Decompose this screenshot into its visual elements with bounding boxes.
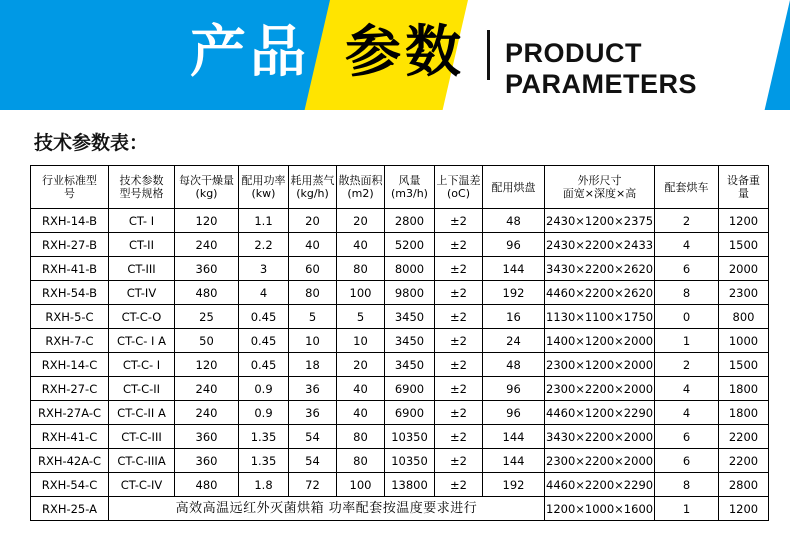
section-title: 技术参数表： (34, 132, 149, 154)
cell-heat-area: 20 (337, 353, 385, 377)
cell-standard-model: RXH-7-C (31, 329, 109, 353)
cell-carts: 6 (655, 425, 719, 449)
banner-title-en: PRODUCT PARAMETERS (505, 38, 698, 99)
header-line-1: 上下温差 (436, 174, 481, 187)
cell-steam: 54 (289, 425, 337, 449)
cell-dimensions: 1400×1200×2000 (545, 329, 655, 353)
cell-temp-diff: ±2 (435, 449, 483, 473)
header-line-1: 风量 (398, 174, 421, 187)
cell-air-volume: 9800 (385, 281, 435, 305)
table-header-row (31, 166, 769, 209)
cell-weight: 800 (719, 305, 769, 329)
header-line-1: 配用功率 (241, 174, 286, 187)
cell-heat-area: 40 (337, 377, 385, 401)
cell-steam: 80 (289, 281, 337, 305)
cell-trays: 16 (483, 305, 545, 329)
header-line-1: 散热面积 (338, 174, 383, 187)
cell-drying-capacity: 480 (175, 281, 239, 305)
table-row (31, 449, 769, 473)
table-row (31, 401, 769, 425)
cell-air-volume: 3450 (385, 353, 435, 377)
cell-dimensions: 2430×2200×2433 (545, 233, 655, 257)
table-head (31, 166, 769, 209)
cell-temp-diff: ±2 (435, 401, 483, 425)
cell-steam: 20 (289, 209, 337, 233)
cell-weight: 2800 (719, 473, 769, 497)
header-line-2: 型号规格 (119, 187, 164, 200)
cell-trays: 144 (483, 449, 545, 473)
cell-power: 1.35 (239, 449, 289, 473)
table-row (31, 329, 769, 353)
header-line-1: 每次干燥量 (179, 174, 234, 187)
header-line-1: 设备重 (727, 174, 760, 187)
cell-steam: 60 (289, 257, 337, 281)
column-header-power (239, 166, 289, 209)
cell-power: 0.45 (239, 353, 289, 377)
table-row (31, 353, 769, 377)
cell-carts: 0 (655, 305, 719, 329)
cell-heat-area: 40 (337, 233, 385, 257)
header-line-1: 配套烘车 (664, 180, 709, 194)
cell-steam: 18 (289, 353, 337, 377)
cell-trays: 48 (483, 353, 545, 377)
cell-drying-capacity: 360 (175, 425, 239, 449)
header-line-2: (kw) (251, 187, 276, 200)
cell-standard-model: RXH-41-B (31, 257, 109, 281)
cell-dimensions: 2300×2200×2000 (545, 377, 655, 401)
header-line-1: 技术参数 (119, 174, 164, 187)
cell-power: 2.2 (239, 233, 289, 257)
header-line-2: (m2) (347, 187, 374, 200)
cell-power: 1.35 (239, 425, 289, 449)
cell-tech-model: CT- I (109, 209, 175, 233)
cell-drying-capacity: 50 (175, 329, 239, 353)
cell-trays: 48 (483, 209, 545, 233)
cell-heat-area: 80 (337, 257, 385, 281)
cell-dimensions: 1200×1000×1600 (545, 497, 655, 521)
cell-tech-model: CT-C-III (109, 425, 175, 449)
cell-heat-area: 10 (337, 329, 385, 353)
banner-title-cn-primary: 产品 (190, 20, 310, 85)
cell-tech-model: CT-C-IIIA (109, 449, 175, 473)
column-header-weight (719, 166, 769, 209)
cell-temp-diff: ±2 (435, 233, 483, 257)
header-line-2: (kg/h) (296, 187, 329, 200)
cell-heat-area: 80 (337, 449, 385, 473)
cell-steam: 36 (289, 377, 337, 401)
header-line-2: 号 (64, 187, 75, 200)
table-row (31, 377, 769, 401)
cell-temp-diff: ±2 (435, 425, 483, 449)
cell-weight: 2300 (719, 281, 769, 305)
cell-steam: 54 (289, 449, 337, 473)
cell-trays: 96 (483, 233, 545, 257)
column-header-temperature-difference (435, 166, 483, 209)
cell-steam: 72 (289, 473, 337, 497)
cell-drying-capacity: 240 (175, 401, 239, 425)
cell-steam: 36 (289, 401, 337, 425)
cell-steam: 10 (289, 329, 337, 353)
cell-standard-model: RXH-27-C (31, 377, 109, 401)
cell-tech-model: CT-II (109, 233, 175, 257)
cell-power: 3 (239, 257, 289, 281)
cell-standard-model: RXH-25-A (31, 497, 109, 521)
table-row-summary (31, 497, 769, 521)
cell-dimensions: 3430×2200×2620 (545, 257, 655, 281)
cell-drying-capacity: 120 (175, 209, 239, 233)
cell-air-volume: 6900 (385, 377, 435, 401)
cell-carts: 1 (655, 329, 719, 353)
table-row (31, 233, 769, 257)
table-row (31, 257, 769, 281)
cell-drying-capacity: 360 (175, 449, 239, 473)
cell-carts: 2 (655, 353, 719, 377)
parameters-table (30, 165, 769, 521)
cell-weight: 1800 (719, 401, 769, 425)
cell-power: 4 (239, 281, 289, 305)
cell-standard-model: RXH-42A-C (31, 449, 109, 473)
cell-temp-diff: ±2 (435, 281, 483, 305)
cell-weight: 1800 (719, 377, 769, 401)
cell-carts: 4 (655, 377, 719, 401)
cell-standard-model: RXH-41-C (31, 425, 109, 449)
cell-temp-diff: ±2 (435, 377, 483, 401)
cell-drying-capacity: 25 (175, 305, 239, 329)
cell-temp-diff: ±2 (435, 353, 483, 377)
cell-power: 0.45 (239, 329, 289, 353)
cell-carts: 8 (655, 281, 719, 305)
cell-drying-capacity: 480 (175, 473, 239, 497)
column-header-heat-area (337, 166, 385, 209)
column-header-air-volume (385, 166, 435, 209)
cell-air-volume: 3450 (385, 329, 435, 353)
cell-weight: 1000 (719, 329, 769, 353)
cell-carts: 4 (655, 401, 719, 425)
cell-trays: 96 (483, 377, 545, 401)
cell-heat-area: 100 (337, 281, 385, 305)
cell-dimensions: 2430×1200×2375 (545, 209, 655, 233)
cell-heat-area: 20 (337, 209, 385, 233)
cell-weight: 2000 (719, 257, 769, 281)
banner-divider (487, 30, 490, 80)
cell-temp-diff: ±2 (435, 257, 483, 281)
cell-tech-model: CT-C-II (109, 377, 175, 401)
cell-dimensions: 3430×2200×2000 (545, 425, 655, 449)
cell-standard-model: RXH-27-B (31, 233, 109, 257)
cell-dimensions: 4460×1200×2290 (545, 401, 655, 425)
header-line-1: 行业标准型 (42, 174, 97, 187)
content-area (0, 110, 790, 521)
cell-drying-capacity: 240 (175, 377, 239, 401)
cell-power: 0.9 (239, 401, 289, 425)
cell-power: 0.45 (239, 305, 289, 329)
cell-tech-model: CT-C- I A (109, 329, 175, 353)
cell-carts: 6 (655, 257, 719, 281)
cell-air-volume: 3450 (385, 305, 435, 329)
cell-temp-diff: ±2 (435, 209, 483, 233)
cell-carts: 6 (655, 449, 719, 473)
table-row (31, 473, 769, 497)
header-line-2: (oC) (447, 187, 470, 200)
cell-tech-model: CT-III (109, 257, 175, 281)
cell-standard-model: RXH-54-B (31, 281, 109, 305)
header-line-2: 量 (738, 187, 749, 200)
column-header-steam-consumption (289, 166, 337, 209)
header-line-1: 配用烘盘 (491, 180, 536, 194)
cell-temp-diff: ±2 (435, 329, 483, 353)
cell-tech-model: CT-C-O (109, 305, 175, 329)
cell-standard-model: RXH-27A-C (31, 401, 109, 425)
page-banner (0, 0, 790, 110)
table-body (31, 209, 769, 521)
cell-weight: 1200 (719, 497, 769, 521)
cell-weight: 2200 (719, 449, 769, 473)
cell-air-volume: 6900 (385, 401, 435, 425)
cell-steam: 40 (289, 233, 337, 257)
cell-dimensions: 4460×2200×2290 (545, 473, 655, 497)
cell-trays: 144 (483, 257, 545, 281)
cell-weight: 2200 (719, 425, 769, 449)
cell-steam: 5 (289, 305, 337, 329)
cell-power: 1.8 (239, 473, 289, 497)
cell-dimensions: 4460×2200×2620 (545, 281, 655, 305)
cell-weight: 1200 (719, 209, 769, 233)
column-header-tech-model (109, 166, 175, 209)
cell-temp-diff: ±2 (435, 305, 483, 329)
cell-drying-capacity: 120 (175, 353, 239, 377)
header-line-2: 面宽×深度×高 (562, 187, 637, 200)
banner-title-cn-secondary: 参数 (345, 20, 465, 85)
cell-standard-model: RXH-54-C (31, 473, 109, 497)
table-row (31, 425, 769, 449)
cell-trays: 24 (483, 329, 545, 353)
cell-trays: 192 (483, 281, 545, 305)
cell-heat-area: 5 (337, 305, 385, 329)
cell-trays: 144 (483, 425, 545, 449)
cell-drying-capacity: 360 (175, 257, 239, 281)
cell-air-volume: 13800 (385, 473, 435, 497)
cell-dimensions: 2300×1200×2000 (545, 353, 655, 377)
table-row (31, 281, 769, 305)
cell-tech-model: CT-C-II A (109, 401, 175, 425)
cell-air-volume: 5200 (385, 233, 435, 257)
header-line-1: 外形尺寸 (577, 174, 622, 187)
cell-carts: 1 (655, 497, 719, 521)
cell-standard-model: RXH-14-B (31, 209, 109, 233)
cell-dimensions: 1130×1100×1750 (545, 305, 655, 329)
cell-description: 高效高温远红外灭菌烘箱 功率配套按温度要求进行 (109, 497, 545, 521)
column-header-standard-model (31, 166, 109, 209)
cell-power: 1.1 (239, 209, 289, 233)
cell-air-volume: 2800 (385, 209, 435, 233)
cell-carts: 2 (655, 209, 719, 233)
cell-standard-model: RXH-14-C (31, 353, 109, 377)
column-header-carts (655, 166, 719, 209)
cell-temp-diff: ±2 (435, 473, 483, 497)
cell-heat-area: 100 (337, 473, 385, 497)
table-row (31, 305, 769, 329)
cell-power: 0.9 (239, 377, 289, 401)
cell-air-volume: 10350 (385, 425, 435, 449)
column-header-dimensions (545, 166, 655, 209)
header-line-1: 耗用蒸气 (290, 174, 335, 187)
table-row (31, 209, 769, 233)
cell-dimensions: 2300×2200×2000 (545, 449, 655, 473)
cell-air-volume: 8000 (385, 257, 435, 281)
cell-tech-model: CT-C-IV (109, 473, 175, 497)
cell-weight: 1500 (719, 353, 769, 377)
cell-standard-model: RXH-5-C (31, 305, 109, 329)
cell-drying-capacity: 240 (175, 233, 239, 257)
cell-trays: 192 (483, 473, 545, 497)
column-header-trays (483, 166, 545, 209)
banner-content (0, 0, 790, 110)
header-line-2: (kg) (195, 187, 218, 200)
cell-trays: 96 (483, 401, 545, 425)
cell-air-volume: 10350 (385, 449, 435, 473)
column-header-drying-capacity (175, 166, 239, 209)
cell-weight: 1500 (719, 233, 769, 257)
cell-tech-model: CT-C- I (109, 353, 175, 377)
cell-heat-area: 40 (337, 401, 385, 425)
header-line-2: (m3/h) (391, 187, 428, 200)
cell-carts: 8 (655, 473, 719, 497)
cell-heat-area: 80 (337, 425, 385, 449)
cell-carts: 4 (655, 233, 719, 257)
cell-tech-model: CT-IV (109, 281, 175, 305)
